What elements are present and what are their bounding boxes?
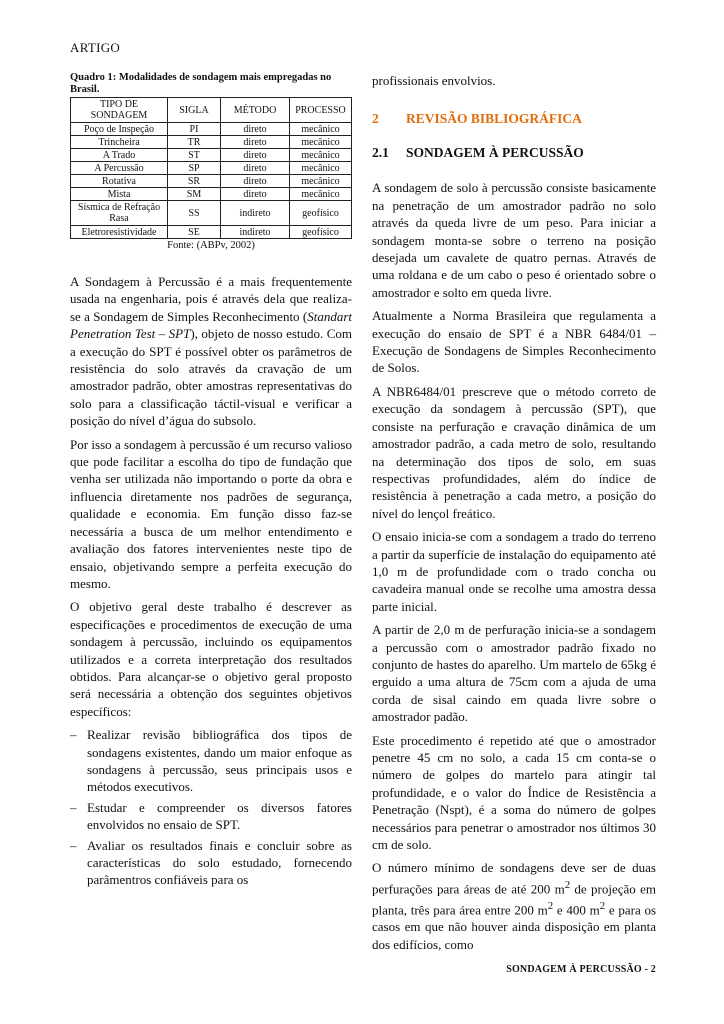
list-item-text: Avaliar os resultados finais e concluir sobre as características do solo estudado, fornecendo parâmentros confiáveis para os [87,837,352,888]
paragraph-text: O número mínimo de sondagens deve ser de duas perfurações para áreas de até 200 m [372,860,656,897]
table-header: MÉTODO [221,98,290,123]
paragraph: O ensaio inicia-se com a sondagem a trado do terreno a partir da superfície de instalação do equipamento até 1,0 m de profundidade com o trado concha ou cavadeira manual onde se recolhe uma amostra dessa parte inicial. [372,529,656,614]
table-source: Fonte: (ABPv, 2002) [167,240,255,251]
objectives-list [70,726,352,889]
table-cell: SS [168,201,221,226]
subsection-number: 2.1 [372,145,389,161]
paragraph [372,859,656,953]
continuation-text: profissionais envolvios. [372,73,496,88]
table-cell: indireto [221,201,290,226]
table-cell: PI [168,123,221,136]
sounding-types-table [70,97,352,239]
table-row [71,175,352,188]
table-cell: SP [168,162,221,175]
paragraph-text: de projeção em planta, três para área entre 200 m [372,881,656,917]
table-header: TIPO DE SONDAGEM [71,98,168,123]
paragraph: O objetivo geral deste trabalho é descrever as especificações e procedimentos de execução de uma sondagem à percussão, incluindo os equipamentos utilizados e a correta interpretação dos resultados obtidos. Para alcançar-se o objetivo geral proposto será necessária a obtenção dos seguintes objetivos específicos: [70,599,352,719]
table-row [71,162,352,175]
subsection-heading [372,145,656,165]
table-cell: mecânico [290,188,352,201]
paragraph [70,273,352,430]
table-row [71,226,352,239]
paragraph-text: e para os casos em que não houver ainda disposição em planta dos edifícios, como [372,901,657,952]
list-item [70,837,352,889]
table-caption: Quadro 1: Modalidades de sondagem mais empregadas no Brasil. [70,72,332,95]
table-cell: direto [221,188,290,201]
article-label: ARTIGO [70,40,121,55]
list-item-text: Estudar e compreender os diversos fatores envolvidos no ensaio de SPT. [87,799,352,833]
paragraph-text: e 400 m [553,901,600,917]
table-cell: ST [168,149,221,162]
page-footer: SONDAGEM À PERCUSSÃO - 2 [506,964,656,975]
paragraph: Atualmente a Norma Brasileira que regulamenta a execução do ensaio de SPT é a NBR 6484/01 – Execução de Sondagens de Simples Reconhecimento de Solos. [372,308,656,376]
table-cell: SM [168,188,221,201]
table-cell: Sísmica de Refração Rasa [71,201,168,226]
table-cell: direto [221,175,290,188]
section-heading [372,111,656,131]
table-cell: A Trado [71,149,168,162]
right-column [372,72,656,959]
paragraph: A sondagem de solo à percussão consiste basicamente na penetração de um amostrador padrão no solo através da queda livre de um peso. Para iniciar a sondagem monta-se sobre o terreno na posição desejada um cavalete de quatro pernas. Através de uma roldana e de um cabo o peso é orientado sobre o amostrador e solto em queda livre. [372,180,656,300]
table-cell: direto [221,123,290,136]
list-marker: – [70,799,77,815]
superscript: 2 [599,899,606,912]
table-cell: SE [168,226,221,239]
table-cell: Rotativa [71,175,168,188]
subsection-title: SONDAGEM À PERCUSSÃO [406,145,584,161]
paragraph: Por isso a sondagem à percussão é um recurso valioso que pode facilitar a escolha do tipo de fundação que venha ser utilizada não importando o porte da obra e influencia diretamente nos padrões de segurança, qualidade e economia. Em função disso faz-se necessária a busca de um melhor entendimento e avaliação dos fatores intervenientes neste tipo de ensaio, objetivando sempre a perfeita execução do mesmo. [70,436,352,591]
table-cell: mecânico [290,162,352,175]
paragraph: A partir de 2,0 m de perfuração inicia-se a sondagem a percussão com o amostrador padrão fixado no conjunto de hastes do aparelho. Um martelo de 65kg é erguido a uma altura de 75cm com a ajuda de uma corda de sisal caindo em quada livre sobre o amostrador padão. [372,622,656,725]
list-item-text: Realizar revisão bibliográfica dos tipos de sondagens existentes, dando um maior enfoque as sondagens à percussão, seus principais usos e métodos executivos. [87,727,352,795]
table-cell: Trincheira [71,136,168,149]
table-row [71,188,352,201]
table-header: SIGLA [168,98,221,123]
section-number: 2 [372,111,379,127]
table-cell: indireto [221,226,290,239]
table-row [71,123,352,136]
table-header-row [71,98,352,123]
table-cell: TR [168,136,221,149]
table-cell: direto [221,136,290,149]
table-cell: mecânico [290,136,352,149]
table-cell: A Percussão [71,162,168,175]
superscript: 2 [547,899,554,912]
table-cell: Poço de Inspeção [71,123,168,136]
table-cell: geofísico [290,226,352,239]
table-row [71,201,352,226]
table-cell: mecânico [290,123,352,136]
list-marker: – [70,727,77,743]
paragraph: Este procedimento é repetido até que o amostrador penetre 45 cm no solo, a cada 15 cm conta-se o número de golpes do martelo para atingir tal profundidade, e o valor do Índice de Resistência a Penetração (Nspt), é a soma do número de golpes necessários para penetrar o amostrador nos últimos 30 cm de solo. [372,732,656,853]
left-column [70,72,352,892]
table-cell: geofísico [290,201,352,226]
table-cell: Mista [71,188,168,201]
table-header: PROCESSO [290,98,352,123]
paragraph-text: A Sondagem à Percussão é a mais frequentemente usada na engenharia, pois é através dela que realiza-se a Sondagem de Simples Reconhecimento ( [70,274,352,324]
table-cell: mecânico [290,175,352,188]
table-row [71,136,352,149]
superscript: 2 [564,878,571,891]
list-marker: – [70,837,77,853]
table-cell: mecânico [290,149,352,162]
table-cell: direto [221,149,290,162]
table-row [71,149,352,162]
section-title: REVISÃO BIBLIOGRÁFICA [406,111,582,127]
list-item [70,799,352,834]
emphasis-text: Standart Penetration Test – SPT [70,308,352,342]
table-cell: direto [221,162,290,175]
table-cell: Eletroresistividade [71,226,168,239]
paragraph: A NBR6484/01 prescreve que o método correto de execução da sondagem à percussão (SPT), que consiste na perfuração e cravação dinâmica de um amostrador padrão, a cada metro de solo, resultando na determinação dos tipos de solo, em suas respectivas profundidades, além do índice de resistência à penetração a cada metro, a posição do nível do lençol freático. [372,383,656,521]
paragraph-text: ), objeto de nosso estudo. Com a execução do SPT é possível obter os parâmetros de resistência do solo através da cravação de um amostrador padrão, obter amostras representativas do solo para a classificação táctil-visual e verificar a posição do nível d’água do subsolo. [70,326,353,429]
list-item [70,726,352,796]
table-cell: SR [168,175,221,188]
